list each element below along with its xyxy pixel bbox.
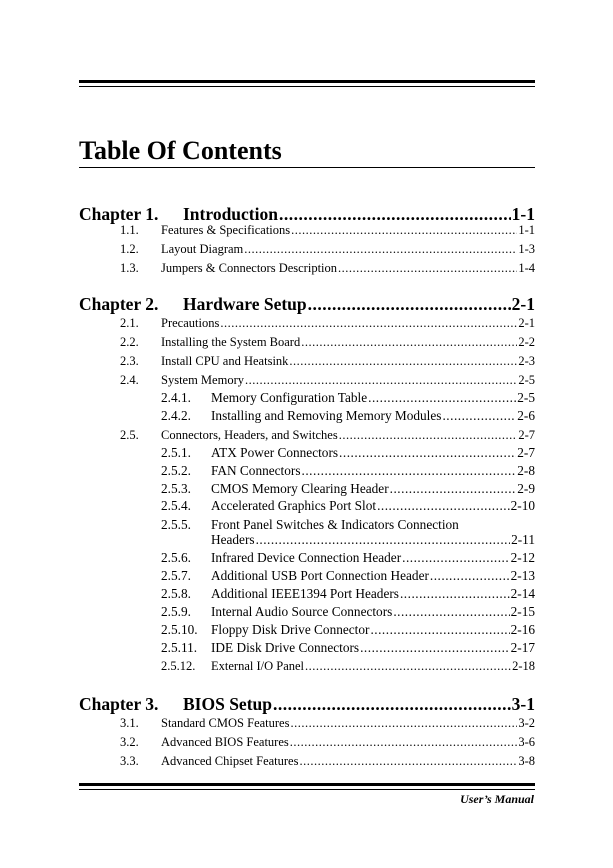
subsection-number: 2.5.4. [161,498,191,513]
page-number: 2-18 [512,659,535,673]
page-number: 2-9 [517,481,535,496]
toc-subsection-2-5-4[interactable] [79,499,535,516]
page-number: 2-8 [517,463,535,478]
toc-subsection-2-5-11[interactable] [79,641,535,658]
subsection-title: Installing and Removing Memory Modules [211,408,442,423]
page-title: Table Of Contents [79,136,282,165]
subsection-title: Accelerated Graphics Port Slot [211,498,377,513]
page-number: 2-11 [511,532,535,547]
section-title: Advanced BIOS Features [161,735,289,749]
page-number: 3-6 [518,735,535,749]
subsection-title: ATX Power Connectors [211,445,339,460]
dot-leader [290,716,517,733]
subsection-number: 2.5.5. [161,517,191,532]
toc-chapter-1[interactable] [79,203,535,225]
subsection-title: Additional IEEE1394 Port Headers [211,586,399,601]
toc-section-2-1[interactable] [79,316,535,333]
subsection-title: Floppy Disk Drive Connector [211,622,370,637]
subsection-number: 2.5.6. [161,550,191,565]
chapter-number: Chapter 3. [79,694,159,714]
section-number: 2.2. [120,335,139,349]
toc-subsection-2-5-1[interactable] [79,446,535,463]
toc-subsection-2-5-9[interactable] [79,605,535,622]
section-number: 2.3. [120,354,139,368]
dot-leader [377,498,510,516]
page-number: 2-5 [518,373,535,387]
chapter-title: Hardware Setup [183,294,307,314]
subsection-number: 2.5.10. [161,622,198,637]
page-number: 3-2 [518,716,535,730]
toc-subsection-2-4-2[interactable] [79,409,535,426]
dot-leader [279,204,511,225]
subsection-number: 2.4.1. [161,390,191,405]
section-title: Precautions [161,316,220,330]
section-number: 2.4. [120,373,139,387]
page-number: 1-1 [518,223,535,237]
page-number: 2-7 [517,445,535,460]
page-number: 2-12 [510,550,535,565]
dot-leader [273,694,511,715]
footer-label: User’s Manual [460,792,534,806]
page-number: 3-8 [518,754,535,768]
page-number: 2-5 [517,390,535,405]
toc-section-3-2[interactable] [79,735,535,752]
page-number: 2-14 [510,586,535,601]
subsection-title: Infrared Device Connection Header [211,550,402,565]
toc-section-2-2[interactable] [79,335,535,352]
page-number: 2-3 [518,354,535,368]
toc-section-2-5[interactable] [79,428,535,445]
dot-leader [308,294,511,315]
subsection-number: 2.5.11. [161,640,198,655]
toc-section-2-3[interactable] [79,354,535,371]
page-number: 2-16 [510,622,535,637]
section-number: 3.3. [120,754,139,768]
page-number: 2-15 [510,604,535,619]
dot-leader [442,408,516,426]
dot-leader [339,445,516,463]
dot-leader [290,735,518,752]
page-number: 2-6 [517,408,535,423]
dot-leader [291,223,517,240]
page-number: 2-17 [510,640,535,655]
dot-leader [402,550,510,568]
dot-leader [256,532,511,550]
toc-subsection-2-5-3[interactable] [79,482,535,499]
toc-chapter-2[interactable] [79,293,535,315]
section-number: 2.5. [120,428,139,442]
dot-leader [244,242,517,259]
toc-subsection-2-5-5[interactable] [79,516,535,533]
toc-subsection-2-5-8[interactable] [79,587,535,604]
subsection-number: 2.5.9. [161,604,191,619]
footer-rule-thick [79,783,535,786]
section-number: 3.2. [120,735,139,749]
toc-subsection-2-4-1[interactable] [79,391,535,408]
page-number: 1-1 [511,204,535,224]
toc-subsection-2-5-7[interactable] [79,569,535,586]
toc-subsection-2-5-6[interactable] [79,551,535,568]
page-number: 2-2 [518,335,535,349]
page-number: 2-1 [511,294,535,314]
dot-leader [339,428,518,445]
title-underline [79,167,535,168]
section-number: 1.2. [120,242,139,256]
chapter-number: Chapter 2. [79,294,159,314]
section-title: Advanced Chipset Features [161,754,299,768]
dot-leader [299,754,517,771]
dot-leader [305,659,511,676]
section-title: Installing the System Board [161,335,301,349]
section-title: Jumpers & Connectors Description [161,261,338,275]
page-number: 2-1 [518,316,535,330]
dot-leader [430,568,510,586]
page-number: 1-3 [518,242,535,256]
toc-section-1-2[interactable] [79,242,535,259]
dot-leader [370,622,509,640]
dot-leader [393,604,509,622]
dot-leader [390,481,517,499]
dot-leader [301,335,517,352]
page-number: 3-1 [511,694,535,714]
toc-section-1-3[interactable] [79,261,535,278]
dot-leader [302,463,517,481]
subsection-title: Additional USB Port Connection Header [211,568,429,583]
section-title: Features & Specifications [161,223,291,237]
section-title: Layout Diagram [161,242,244,256]
toc-section-2-4[interactable] [79,373,535,390]
subsection-number: 2.5.2. [161,463,191,478]
dot-leader [220,316,517,333]
subsection-title: FAN Connectors [211,463,301,478]
toc-subsection-2-5-10[interactable] [79,623,535,640]
chapter-title: BIOS Setup [183,694,272,714]
dot-leader [360,640,510,658]
chapter-number: Chapter 1. [79,204,159,224]
section-title: Install CPU and Heatsink [161,354,289,368]
toc-section-3-1[interactable] [79,716,535,733]
subsection-number: 2.4.2. [161,408,191,423]
section-number: 3.1. [120,716,139,730]
section-number: 1.3. [120,261,139,275]
subsection-title: CMOS Memory Clearing Header [211,481,389,496]
section-title: System Memory [161,373,244,387]
subsection-number: 2.5.12. [161,659,196,673]
subsection-number: 2.5.7. [161,568,191,583]
page-number: 2-10 [510,498,535,513]
dot-leader [289,354,517,371]
subsection-title-continued: Headers [211,532,255,547]
chapter-title: Introduction [183,204,278,224]
subsection-title: External I/O Panel [211,659,305,673]
page-number: 2-13 [510,568,535,583]
toc-subsection-2-5-12[interactable] [79,659,535,676]
toc-section-1-1[interactable] [79,223,535,240]
section-number: 2.1. [120,316,139,330]
subsection-title: Front Panel Switches & Indicators Connection [211,517,459,532]
subsection-number: 2.5.1. [161,445,191,460]
page-number: 1-4 [518,261,535,275]
page-number: 2-7 [518,428,535,442]
dot-leader [400,586,510,604]
dot-leader [338,261,517,278]
section-title: Standard CMOS Features [161,716,290,730]
dot-leader [368,390,516,408]
header-rule-thin [79,86,535,87]
subsection-number: 2.5.8. [161,586,191,601]
subsection-title: Memory Configuration Table [211,390,368,405]
section-title: Connectors, Headers, and Switches [161,428,338,442]
section-number: 1.1. [120,223,139,237]
footer-rule-thin [79,789,535,790]
subsection-title: Internal Audio Source Connectors [211,604,393,619]
subsection-title: IDE Disk Drive Connectors [211,640,360,655]
header-rule-thick [79,80,535,83]
toc-subsection-2-5-2[interactable] [79,464,535,481]
toc-subsection-2-5-5-continued[interactable] [79,533,535,550]
toc-section-3-3[interactable] [79,754,535,771]
dot-leader [245,373,517,390]
subsection-number: 2.5.3. [161,481,191,496]
toc-chapter-3[interactable] [79,693,535,715]
